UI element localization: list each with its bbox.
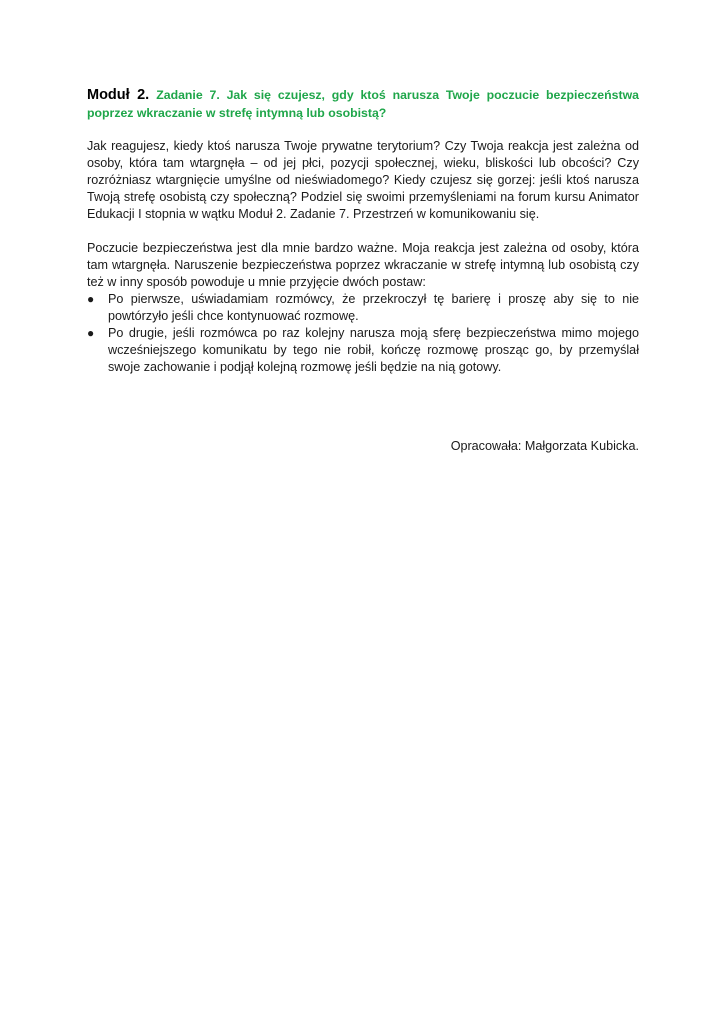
list-item bbox=[87, 291, 639, 325]
list-item-text: Po drugie, jeśli rozmówca po raz kolejny narusza moją sferę bezpieczeństwa mimo mojego wcześniejszego komunikatu by tego nie robił, kończę rozmowę prosząc go, by przemyślał swoje zachowanie i podjął kolejną rozmowę jeśli będzie na nią gotowy. bbox=[108, 326, 639, 374]
module-label: Moduł 2. bbox=[87, 87, 150, 103]
task-question: Jak reagujesz, kiedy ktoś narusza Twoje prywatne terytorium? Czy Twoja reakcja jest zależna od osoby, która tam wtargnęła – od jej płci, pozycji społecznej, wieku, bliskości lub obcości? Czy rozróżniasz wtargnięcie umyślne od nieświadomego? Kiedy czujesz się gorzej: jeśli ktoś narusza Twoją strefę osobistą czy społeczną? Podziel się swoimi przemyśleniami na forum kursu Animator Edukacji I stopnia w wątku Moduł 2. Zadanie 7. Przestrzeń w komunikowaniu się. bbox=[87, 139, 639, 221]
bullet-icon: ● bbox=[87, 292, 95, 306]
answer-bullet-list bbox=[87, 291, 639, 376]
task-title: Zadanie 7. Jak się czujesz, gdy ktoś narusza Twoje poczucie bezpieczeństwa poprzez wkraczanie w strefę intymną lub osobistą? bbox=[87, 88, 639, 120]
author-signature: Opracowała: Małgorzata Kubicka. bbox=[450, 439, 639, 453]
bullet-icon: ● bbox=[87, 326, 95, 340]
document-page bbox=[87, 86, 639, 455]
list-item bbox=[87, 325, 639, 376]
task-heading bbox=[87, 86, 639, 122]
list-item-text: Po pierwsze, uświadamiam rozmówcy, że przekroczył tę barierę i proszę aby się to nie powtórzyło jeśli chce kontynuować rozmowę. bbox=[108, 292, 639, 323]
answer-intro: Poczucie bezpieczeństwa jest dla mnie bardzo ważne. Moja reakcja jest zależna od osoby, która tam wtargnęła. Naruszenie bezpieczeństwa poprzez wkraczanie w strefę intymną lub osobistą czy też w inny sposób powoduje u mnie przyjęcie dwóch postaw: bbox=[87, 241, 639, 289]
